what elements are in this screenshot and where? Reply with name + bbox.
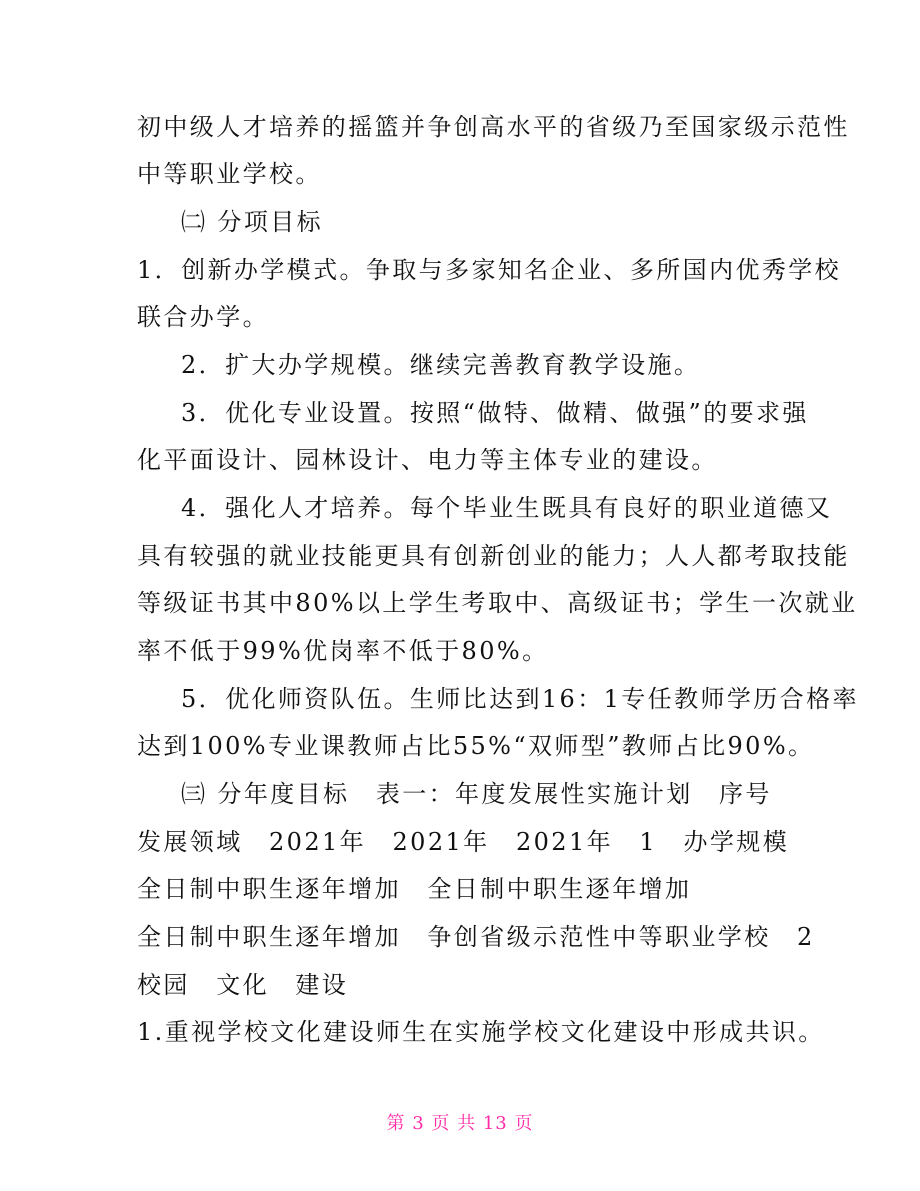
page-number-footer: 第 3 页 共 13 页 (386, 1113, 534, 1134)
paragraph-line: 达到100%专业课教师占比55%“双师型”教师占比90%。 (137, 732, 815, 760)
paragraph-line: 2．扩大办学规模。继续完善教育教学设施。 (181, 351, 701, 379)
paragraph-line: 1．创新办学模式。争取与多家知名企业、多所国内优秀学校 (137, 256, 842, 284)
table-text-line: 发展领域 2021年 2021年 2021年 1 办学规模 (137, 828, 790, 856)
section-heading: ㈡ 分项目标 (181, 208, 324, 236)
paragraph-line: 中等职业学校。 (137, 160, 322, 188)
paragraph-line: 化平面设计、园林设计、电力等主体专业的建设。 (137, 446, 718, 474)
paragraph-line: 初中级人才培养的摇篮并争创高水平的省级乃至国家级示范性 (137, 113, 850, 141)
paragraph-line: 5．优化师资队伍。生师比达到16：1专任教师学历合格率 (181, 685, 859, 713)
paragraph-line: 联合办学。 (137, 303, 269, 331)
table-text-line: 校园 文化 建设 (137, 971, 349, 999)
paragraph-line: 等级证书其中80%以上学生考取中、高级证书；学生一次就业 (137, 589, 858, 617)
table-text-line: 全日制中职生逐年增加 争创省级示范性中等职业学校 2 (137, 923, 815, 951)
table-text-line: 全日制中职生逐年增加 全日制中职生逐年增加 (137, 875, 692, 903)
section-heading: ㈢ 分年度目标 表一：年度发展性实施计划 序号 (181, 780, 772, 808)
paragraph-line: 3．优化专业设置。按照“做特、做精、做强”的要求强 (181, 399, 809, 427)
paragraph-line: 率不低于99%优岗率不低于80%。 (137, 637, 549, 665)
paragraph-line: 具有较强的就业技能更具有创新创业的能力；人人都考取技能 (137, 542, 850, 570)
paragraph-line: 4．强化人才培养。每个毕业生既具有良好的职业道德又 (181, 494, 833, 522)
paragraph-line: 1.重视学校文化建设师生在实施学校文化建设中形成共识。 (137, 1018, 825, 1046)
